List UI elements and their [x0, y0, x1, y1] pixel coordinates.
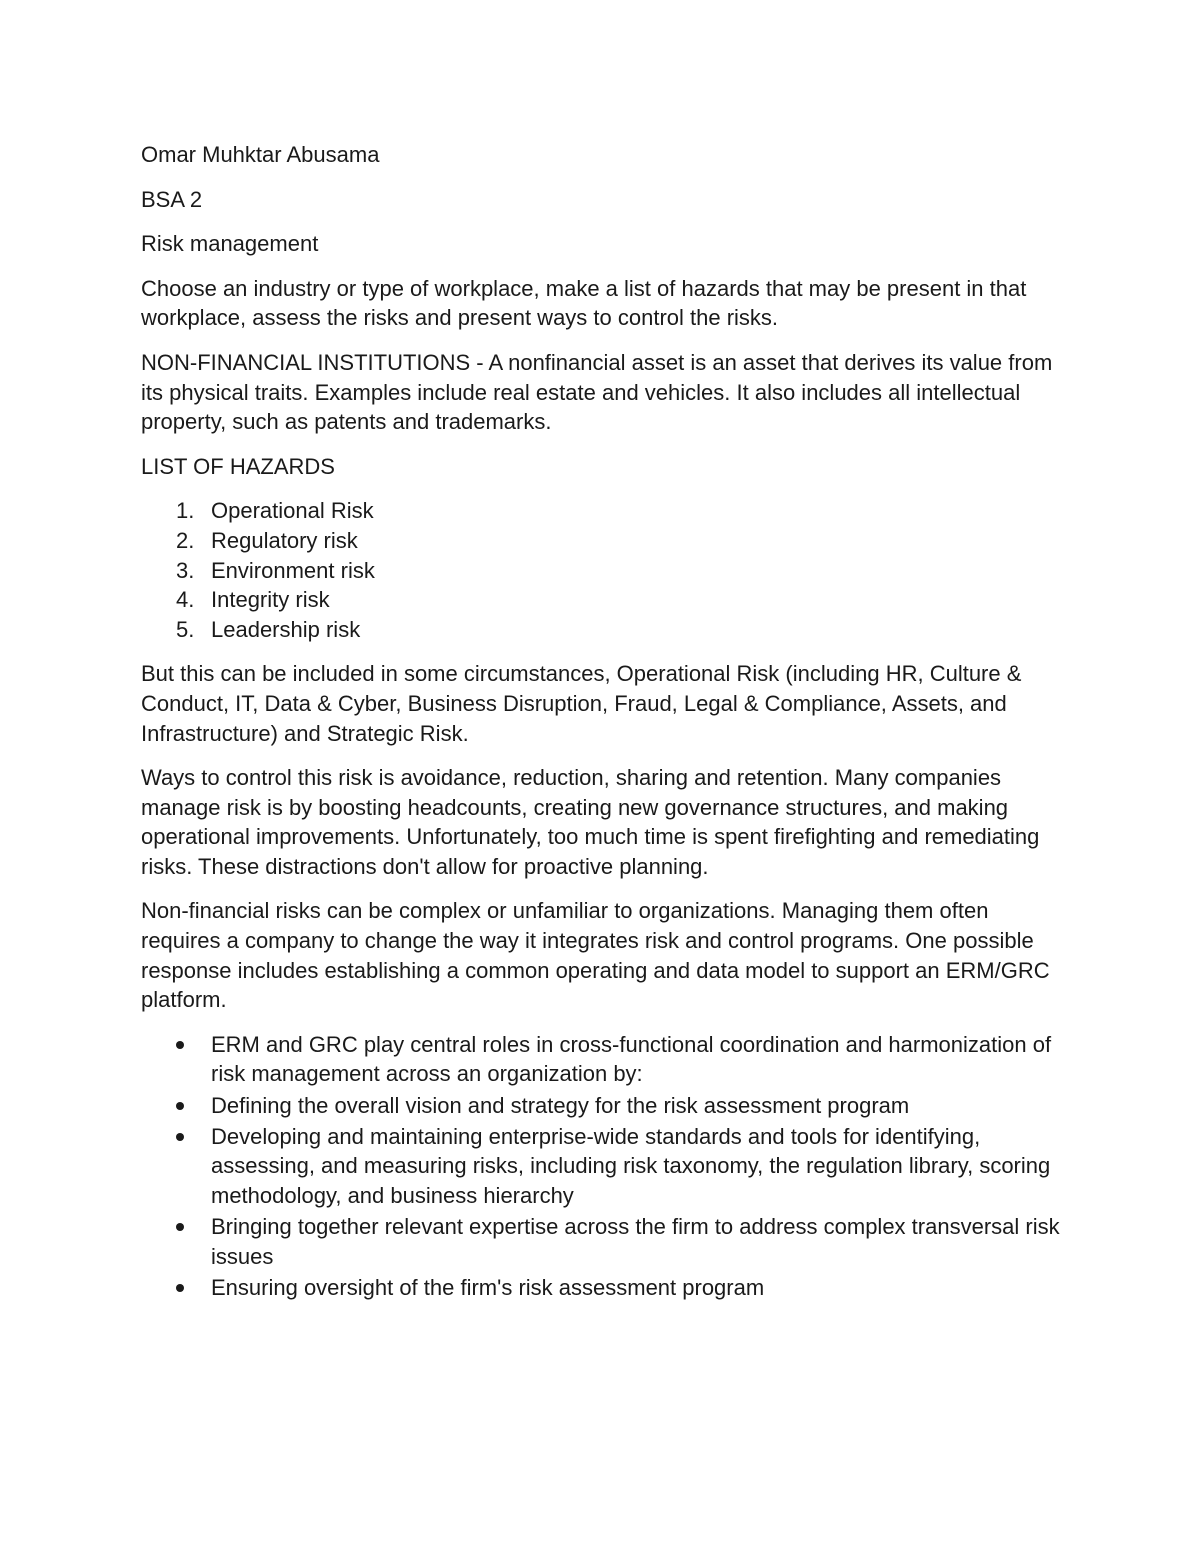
list-item-text: Integrity risk	[211, 587, 330, 613]
bullet-icon	[176, 1102, 184, 1110]
bullet-icon	[176, 1041, 184, 1049]
list-item	[141, 1030, 1071, 1089]
document-body	[141, 140, 1071, 1304]
assignment-prompt: Choose an industry or type of workplace, make a list of hazards that may be present in that workplace, assess the risks and present ways to control the risks.	[141, 275, 1027, 331]
list-item-text: Ensuring oversight of the firm's risk assessment program	[211, 1274, 765, 1300]
list-item-text: ERM and GRC play central roles in cross-functional coordination and harmonization of risk management across an organization by:	[211, 1031, 1052, 1087]
author-name: Omar Muhktar Abusama	[141, 142, 380, 167]
list-item-number: 2.	[176, 527, 195, 553]
bullet-icon	[176, 1133, 184, 1141]
list-item	[141, 1273, 1071, 1303]
list-item	[141, 496, 1071, 526]
list-item	[141, 1091, 1071, 1121]
bullet-icon	[176, 1284, 184, 1292]
hazards-list	[141, 496, 1071, 644]
subject-label: Risk management	[141, 231, 319, 257]
list-item-text: Environment risk	[211, 557, 375, 583]
list-item	[141, 615, 1071, 645]
complexity-paragraph: Non-financial risks can be complex or unfamiliar to organizations. Managing them often requires a company to change the way it integrates risk and control programs. One possible response includes establishing a common operating and data model to support an ERM/GRC platform.	[141, 898, 1050, 1013]
bullet-icon	[176, 1223, 184, 1231]
list-item-text: Defining the overall vision and strategy for the risk assessment program	[211, 1092, 910, 1118]
bullet-list	[141, 1030, 1071, 1302]
list-item	[141, 585, 1071, 615]
circumstances-paragraph: But this can be included in some circumstances, Operational Risk (including HR, Culture & Conduct, IT, Data & Cyber, Business Disruption, Fraud, Legal & Compliance, Assets, and Infrastructure) and Strategic Risk.	[141, 661, 1022, 746]
list-item	[141, 556, 1071, 586]
list-item-text: Operational Risk	[211, 498, 374, 524]
definition-paragraph: NON-FINANCIAL INSTITUTIONS - A nonfinancial asset is an asset that derives its value from its physical traits. Examples include real estate and vehicles. It also includes all intellectual property, such as patents and trademarks.	[141, 349, 1053, 435]
list-item-text: Leadership risk	[211, 616, 361, 642]
list-item-text: Regulatory risk	[211, 527, 358, 553]
control-paragraph: Ways to control this risk is avoidance, reduction, sharing and retention. Many companies manage risk is by boosting headcounts, creating new governance structures, and making operational improvements. Unfortunately, too much time is spent firefighting and remediating risks. These distractions don't allow for proactive planning.	[141, 765, 1040, 879]
list-item-number: 4.	[176, 587, 195, 613]
course-label: BSA 2	[141, 186, 203, 212]
list-item-text: Developing and maintaining enterprise-wide standards and tools for identifying, assessing, and measuring risks, including risk taxonomy, the regulation library, scoring methodology, and business hierarchy	[211, 1123, 1051, 1208]
list-item-number: 1.	[176, 498, 195, 524]
list-item	[141, 526, 1071, 556]
list-item	[141, 1122, 1071, 1211]
list-item-text: Bringing together relevant expertise across the firm to address complex transversal risk issues	[211, 1213, 1060, 1269]
hazards-heading: LIST OF HAZARDS	[141, 453, 335, 479]
list-item-number: 5.	[176, 616, 195, 642]
list-item	[141, 1212, 1071, 1271]
list-item-number: 3.	[176, 557, 195, 583]
